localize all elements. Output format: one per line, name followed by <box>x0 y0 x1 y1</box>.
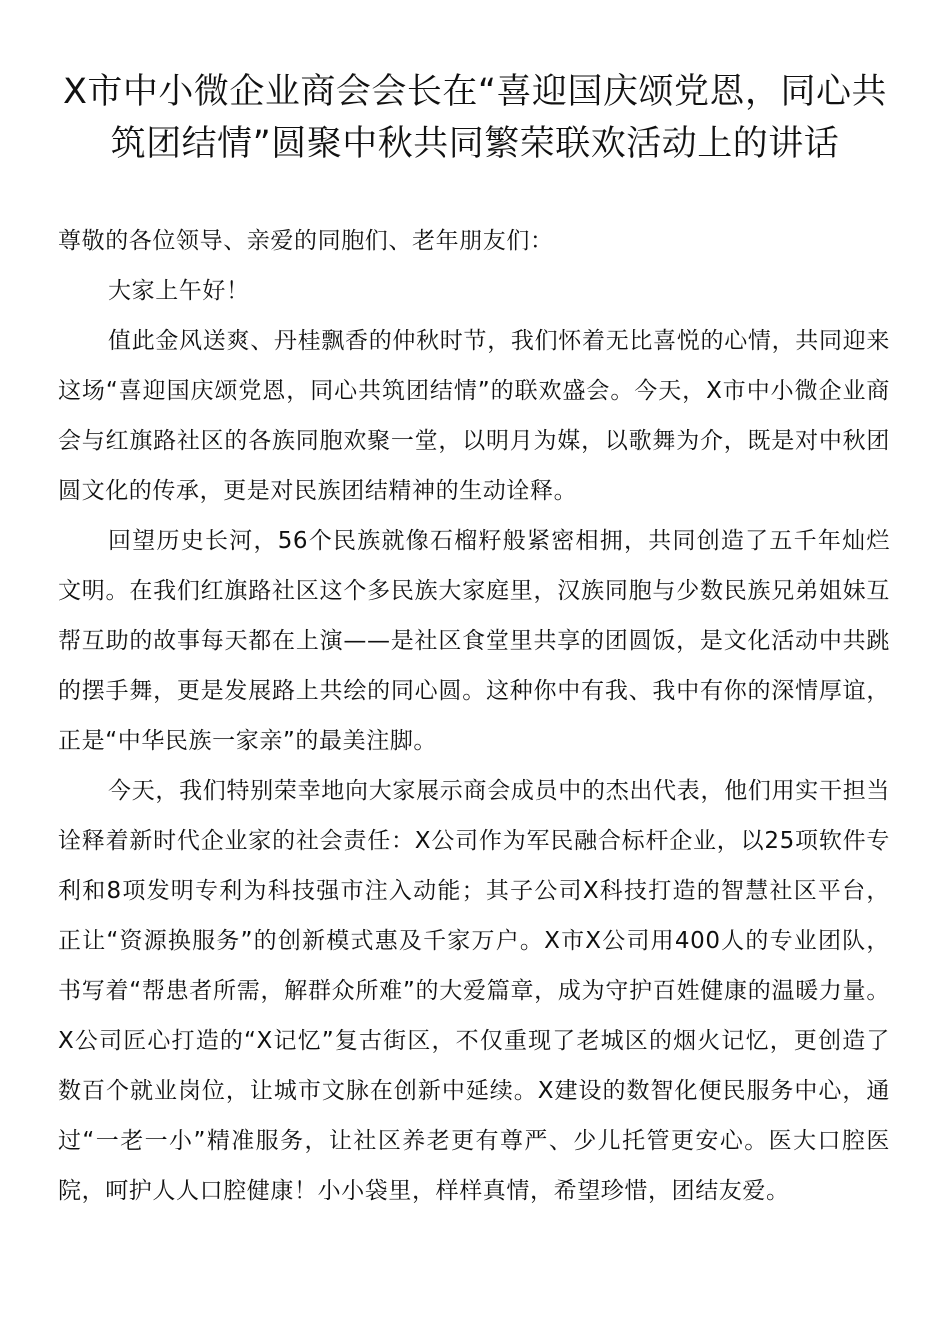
paragraph-greeting: 大家上午好！ <box>108 278 250 304</box>
paragraph-intro: 值此金风送爽、丹桂飘香的仲秋时节，我们怀着无比喜悦的心情，共同迎来这场“喜迎国庆颂党恩，同心共筑团结情”的联欢盛会。今天，X市中小微企业商会与红旗路社区的各族同胞欢聚一堂，以明月为媒，以歌舞为介，既是对中秋团圆文化的传承，更是对民族团结精神的生动诠释。 <box>58 328 890 504</box>
document-title: X市中小微企业商会会长在“喜迎国庆颂党恩，同心共筑团结情”圆聚中秋共同繁荣联欢活动上的讲话 <box>62 72 888 164</box>
paragraph-members: 今天，我们特别荣幸地向大家展示商会成员中的杰出代表，他们用实干担当诠释着新时代企业家的社会责任：X公司作为军民融合标杆企业，以25项软件专利和8项发明专利为科技强市注入动能；其子公司X科技打造的智慧社区平台，正让“资源换服务”的创新模式惠及千家万户。X市X公司用400人的专业团队，书写着“帮患者所需，解群众所难”的大爱篇章，成为守护百姓健康的温暖力量。X公司匠心打造的“X记忆”复古街区，不仅重现了老城区的烟火记忆，更创造了数百个就业岗位，让城市文脉在创新中延续。X建设的数智化便民服务中心，通过“一老一小”精准服务，让社区养老更有尊严、少儿托管更安心。医大口腔医院，呵护人人口腔健康！小小袋里，样样真情，希望珍惜，团结友爱。 <box>58 778 890 1204</box>
salutation: 尊敬的各位领导、亲爱的同胞们、老年朋友们： <box>58 228 554 254</box>
document-body <box>58 216 890 1216</box>
paragraph-history: 回望历史长河，56个民族就像石榴籽般紧密相拥，共同创造了五千年灿烂文明。在我们红旗路社区这个多民族大家庭里，汉族同胞与少数民族兄弟姐妹互帮互助的故事每天都在上演——是社区食堂里共享的团圆饭，是文化活动中共跳的摆手舞，更是发展路上共绘的同心圆。这种你中有我、我中有你的深情厚谊，正是“中华民族一家亲”的最美注脚。 <box>58 528 890 754</box>
